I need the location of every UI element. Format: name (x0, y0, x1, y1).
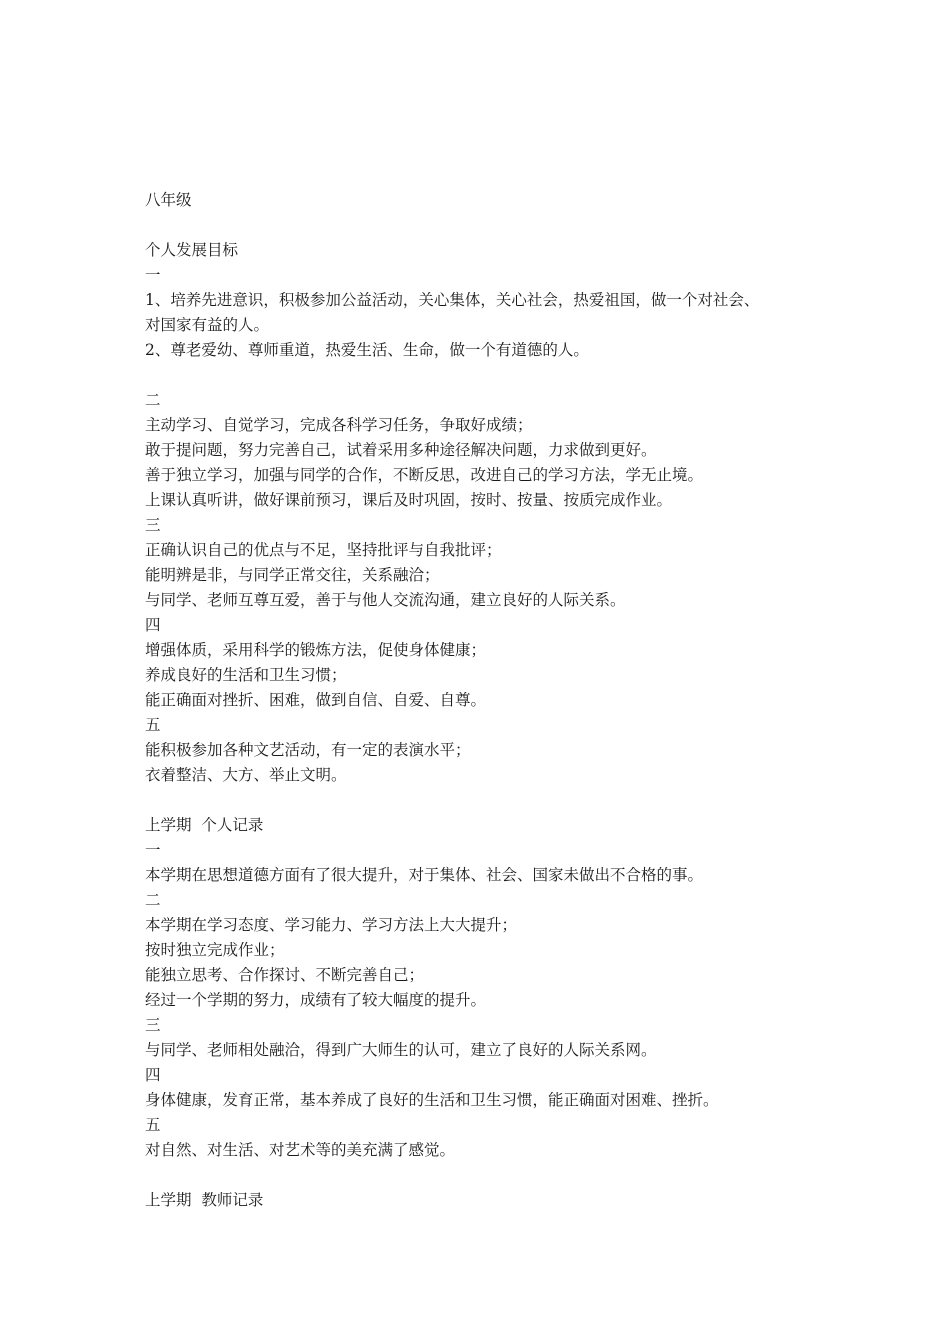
spacer (145, 363, 845, 388)
goals-section-2-marker: 二 (145, 391, 161, 409)
goals-section-3-line: 正确认识自己的优点与不足，坚持批评与自我批评； (145, 541, 502, 559)
record-section-4-marker: 四 (145, 1066, 161, 1084)
grade-title: 八年级 (145, 191, 192, 209)
goals-section-1-line: 对国家有益的人。 (145, 316, 270, 334)
goals-section-2-line: 主动学习、自觉学习，完成各科学习任务，争取好成绩； (145, 416, 533, 434)
goals-section-5-marker: 五 (145, 716, 161, 734)
goals-section-5-line: 能积极参加各种文艺活动，有一定的表演水平； (145, 741, 471, 759)
goals-section-3-line: 与同学、老师互尊互爱，善于与他人交流沟通，建立良好的人际关系。 (145, 591, 626, 609)
goals-section-2-line: 上课认真听讲，做好课前预习，课后及时巩固，按时、按量、按质完成作业。 (145, 491, 673, 509)
goals-section-1-marker: 一 (145, 266, 161, 284)
record-section-2-line: 按时独立完成作业； (145, 941, 285, 959)
record-section-5-marker: 五 (145, 1116, 161, 1134)
goals-heading: 个人发展目标 (145, 241, 239, 259)
record-section-3-marker: 三 (145, 1016, 161, 1034)
goals-section-5-line: 衣着整洁、大方、举止文明。 (145, 766, 347, 784)
goals-section-4-line: 养成良好的生活和卫生习惯； (145, 666, 347, 684)
goals-section-3-marker: 三 (145, 516, 161, 534)
goals-section-4-line: 增强体质，采用科学的锻炼方法，促使身体健康； (145, 641, 487, 659)
record-section-1-line: 本学期在思想道德方面有了很大提升，对于集体、社会、国家未做出不合格的事。 (145, 866, 704, 884)
record-section-1-marker: 一 (145, 841, 161, 859)
spacer (145, 213, 845, 238)
record-section-2-line: 本学期在学习态度、学习能力、学习方法上大大提升； (145, 916, 518, 934)
goals-section-3-line: 能明辨是非，与同学正常交往，关系融洽； (145, 566, 440, 584)
document-page (145, 188, 845, 1213)
record-section-4-line: 身体健康，发育正常，基本养成了良好的生活和卫生习惯，能正确面对困难、挫折。 (145, 1091, 719, 1109)
record-section-5-line: 对自然、对生活、对艺术等的美充满了感觉。 (145, 1141, 456, 1159)
teacher-record-heading: 上学期 教师记录 (145, 1191, 264, 1209)
personal-record-heading: 上学期 个人记录 (145, 816, 264, 834)
record-section-2-line: 能独立思考、合作探讨、不断完善自己； (145, 966, 425, 984)
spacer (145, 1163, 845, 1188)
goals-section-1-line: 1、培养先进意识，积极参加公益活动，关心集体，关心社会，热爱祖国，做一个对社会、 (145, 291, 760, 309)
goals-section-2-line: 敢于提问题，努力完善自己，试着采用多种途径解决问题，力求做到更好。 (145, 441, 657, 459)
goals-section-2-line: 善于独立学习，加强与同学的合作，不断反思，改进自己的学习方法，学无止境。 (145, 466, 704, 484)
record-section-2-line: 经过一个学期的努力，成绩有了较大幅度的提升。 (145, 991, 487, 1009)
record-section-3-line: 与同学、老师相处融洽，得到广大师生的认可，建立了良好的人际关系网。 (145, 1041, 657, 1059)
goals-section-4-line: 能正确面对挫折、困难，做到自信、自爱、自尊。 (145, 691, 487, 709)
goals-section-4-marker: 四 (145, 616, 161, 634)
record-section-2-marker: 二 (145, 891, 161, 909)
spacer (145, 788, 845, 813)
goals-section-1-line: 2、尊老爱幼、尊师重道，热爱生活、生命，做一个有道德的人。 (145, 341, 589, 359)
